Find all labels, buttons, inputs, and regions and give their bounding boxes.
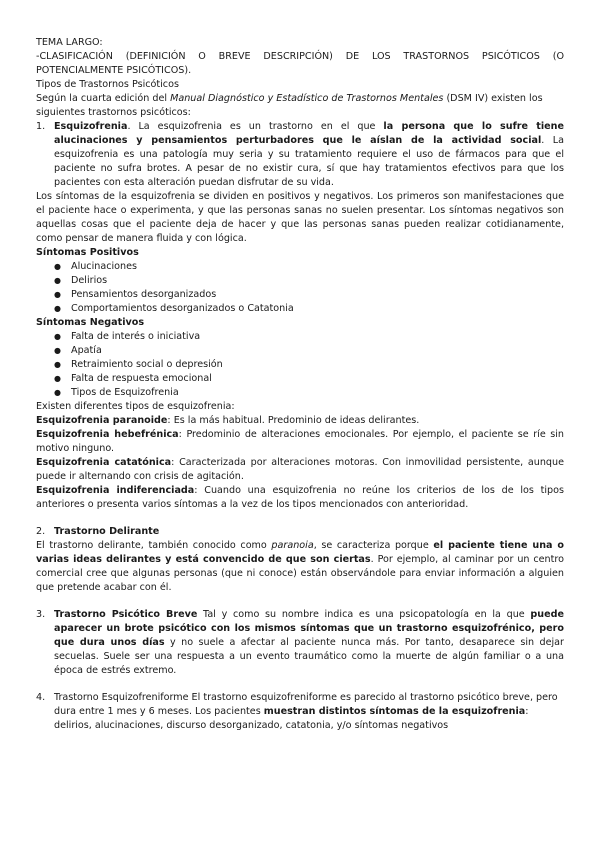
item-3-text-2: y no suele a afectar al paciente nunca más. Por tanto, desaparece sin dejar secuelas. Suele ser una respuesta a un evento traumático como la muerte de algún familiar o a una época de estrés extremo.	[54, 637, 564, 676]
type-text: : Caracterizada por alteraciones motoras. Con inmovilidad persistente, aunque puede ir alternando con crisis de agitación.	[36, 457, 565, 482]
subtitle: Tipos de Trastornos Psicóticos	[36, 79, 179, 90]
item-2-text-2: , se caracteriza porque	[313, 540, 434, 551]
item-2-text-1: El trastorno delirante, también conocido como	[36, 540, 272, 551]
positive-list	[36, 260, 564, 316]
list-item: ● Falta de respuesta emocional	[54, 372, 564, 386]
item-4-number: 4.	[36, 692, 46, 703]
item-1-text-2: . La esquizofrenia es una patología muy seria y su tratamiento requiere el uso de fármacos para que el paciente no sufra brotes. A pesar de no existir cura, sí que hay tratamientos efectivos para que los pacientes con esta alteración puedan disfrutar de su vida.	[54, 135, 564, 188]
symptoms-intro: Los síntomas de la esquizofrenia se dividen en positivos y negativos. Los primeros son manifestaciones que el paciente hace o experimenta, y que las personas sanas no suelen presentar. Los síntomas negativos son aquellas cosas que el paciente deja de hacer y que las personas sanas pueden realizar cotidianamente, como pensar de manera fluida y con lógica.	[36, 191, 564, 244]
list-item: ● Delirios	[54, 274, 564, 288]
item-4-text-2: : delirios, alucinaciones, discurso desorganizado, catatonia, y/o síntomas negativos	[54, 706, 529, 731]
item-2-heading	[36, 525, 564, 539]
item-2-text-3: . Por ejemplo, al caminar por un centro comercial cree que algunas personas (que ni conoce) están observándole para enviar información a alguien que pretende acabar con él.	[36, 554, 565, 593]
item-3-text-1: Tal y como su nombre indica es una psicopatología en la que	[197, 609, 531, 620]
type-name: Esquizofrenia hebefrénica	[36, 429, 179, 440]
list-item: ● Tipos de Esquizofrenia	[54, 386, 564, 400]
item-1-number: 1.	[36, 121, 46, 132]
item-2-title: Trastorno Delirante	[54, 526, 160, 537]
list-item: ● Pensamientos desorganizados	[54, 288, 564, 302]
type-name: Esquizofrenia indiferenciada	[36, 485, 195, 496]
item-2-number: 2.	[36, 526, 46, 537]
item-2-paragraph	[36, 539, 564, 595]
item-3-trastorno-psicotico-breve	[36, 608, 564, 678]
list-item: ● Comportamientos desorganizados o Catatonia	[54, 302, 564, 316]
item-2-italic: paranoia	[271, 540, 314, 551]
title-line-1: TEMA LARGO:	[36, 37, 103, 48]
item-4-text-1: Trastorno Esquizofreniforme El trastorno esquizofreniforme es parecido al trastorno psicótico breve, pero dura entre 1 mes y 6 meses. Los pacientes	[54, 692, 558, 717]
intro-line-2: siguientes trastornos psicóticos:	[36, 107, 191, 118]
item-4-trastorno-esquizofreniforme	[36, 691, 564, 733]
type-paranoide	[36, 414, 564, 428]
intro-after: (DSM IV) existen los	[443, 93, 543, 104]
negative-heading	[36, 316, 564, 330]
item-1-text-1: . La esquizofrenia es un trastorno en el que	[127, 121, 384, 132]
positive-heading-text: Síntomas Positivos	[36, 247, 139, 258]
list-item: ● Apatía	[54, 344, 564, 358]
type-text: : Predominio de alteraciones emocionales. Por ejemplo, el paciente se ríe sin motivo ninguno.	[36, 429, 565, 454]
spacer	[36, 595, 564, 608]
intro-before: Según la cuarta edición del	[36, 93, 171, 104]
positive-heading	[36, 246, 564, 260]
type-indiferenciada	[36, 484, 564, 512]
item-1-esquizofrenia	[36, 120, 564, 190]
list-item: ● Alucinaciones	[54, 260, 564, 274]
type-catatonica	[36, 456, 564, 484]
item-3-bold-1: puede aparecer un brote psicótico con los mismos síntomas que un trastorno esquizofrénico, pero que dura unos días	[54, 609, 564, 648]
types-intro: Existen diferentes tipos de esquizofrenia:	[36, 401, 235, 412]
type-text: : Cuando una esquizofrenia no reúne los criterios de los de los tipos anteriores o presenta varios síntomas a la vez de los tipos mencionados con anterioridad.	[36, 485, 564, 510]
list-item: ● Falta de interés o iniciativa	[54, 330, 564, 344]
item-2-bold-1: el paciente tiene una o varias ideas delirantes y está convencido de que son ciertas	[36, 540, 564, 565]
type-text: : Es la más habitual. Predominio de ideas delirantes.	[167, 415, 420, 426]
type-name: Esquizofrenia catatónica	[36, 457, 172, 468]
item-1-bold-1: la persona que lo sufre tiene alucinaciones y pensamientos perturbadores que le aíslan de la actividad social	[54, 121, 564, 146]
negative-list	[36, 330, 564, 400]
item-1-title: Esquizofrenia	[54, 121, 128, 132]
spacer	[36, 678, 564, 691]
item-4-bold-1: muestran distintos síntomas de la esquizofrenia	[263, 706, 526, 717]
item-3-title: Trastorno Psicótico Breve	[54, 609, 198, 620]
spacer	[36, 512, 564, 525]
intro-paragraph	[36, 92, 564, 106]
item-3-number: 3.	[36, 609, 46, 620]
manual-title: Manual Diagnóstico y Estadístico de Trastornos Mentales	[170, 93, 444, 104]
list-item: ● Retraimiento social o depresión	[54, 358, 564, 372]
type-name: Esquizofrenia paranoide	[36, 415, 168, 426]
type-hebefrenica	[36, 428, 564, 456]
negative-heading-text: Síntomas Negativos	[36, 317, 145, 328]
title-line-2: -CLASIFICACIÓN (DEFINICIÓN O BREVE DESCRIPCIÓN) DE LOS TRASTORNOS PSICÓTICOS (O POTENCIALMENTE PSICÓTICOS).	[36, 51, 564, 76]
